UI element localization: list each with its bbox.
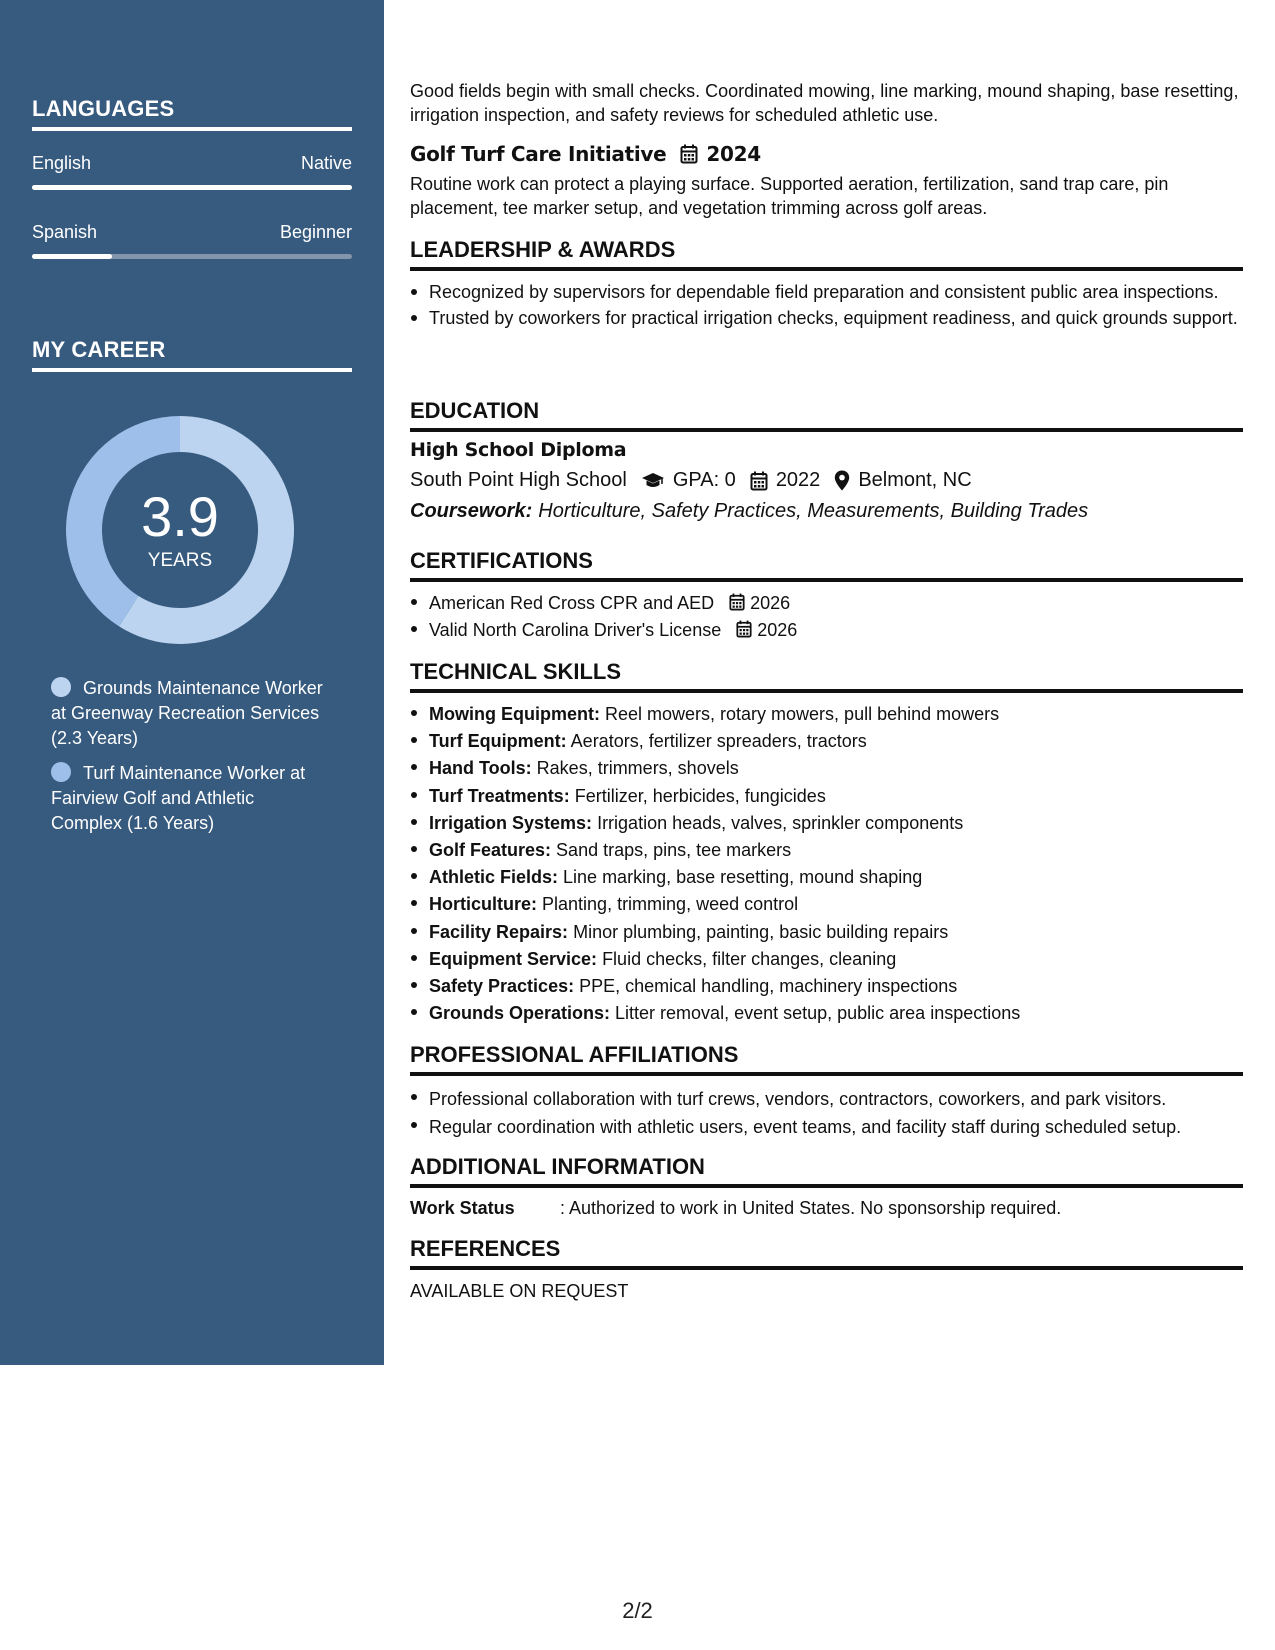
leadership-heading: LEADERSHIP & AWARDS xyxy=(410,237,1243,271)
list-item: Regular coordination with athletic users, event teams, and facility staff during scheduled setup. xyxy=(410,1113,1243,1141)
calendar-icon xyxy=(750,471,768,491)
list-item xyxy=(410,617,1243,644)
certification-year: 2026 xyxy=(750,593,791,613)
skill-value: Aerators, fertilizer spreaders, tractors xyxy=(570,731,867,752)
project-year: 2024 xyxy=(706,142,761,166)
skill-item xyxy=(410,837,1243,864)
skill-label: Hand Tools: xyxy=(429,758,532,779)
degree-title: High School Diploma xyxy=(410,439,627,461)
project-name: Golf Turf Care Initiative xyxy=(410,142,667,166)
skill-item xyxy=(410,946,1243,973)
career-total-value: 3.9 xyxy=(141,485,219,548)
graduation-cap-icon xyxy=(641,472,665,490)
language-row-spanish xyxy=(32,222,352,243)
calendar-icon xyxy=(736,620,752,638)
intro-paragraph: Good fields begin with small checks. Coordinated mowing, line marking, mound shaping, base resetting, irrigation inspection, and safety reviews for scheduled athletic use. xyxy=(410,81,1239,125)
skill-label: Turf Equipment: xyxy=(429,731,567,752)
skill-item xyxy=(410,864,1243,891)
career-donut-chart xyxy=(66,416,294,644)
language-bar-fill xyxy=(32,185,352,190)
skill-label: Equipment Service: xyxy=(429,948,598,969)
skill-label: Athletic Fields: xyxy=(429,867,559,888)
career-legend-item xyxy=(51,676,326,751)
skill-value: Planting, trimming, weed control xyxy=(542,894,799,915)
work-status-value: : Authorized to work in United States. No sponsorship required. xyxy=(560,1198,1062,1218)
skill-value: Rakes, trimmers, shovels xyxy=(536,758,739,779)
references-heading: REFERENCES xyxy=(410,1236,1243,1270)
language-level: Native xyxy=(300,153,352,173)
skill-item xyxy=(410,755,1243,782)
project-description: Routine work can protect a playing surface. Supported aeration, fertilization, sand trap care, pin placement, tee marker setup, and vegetation trimming across golf areas. xyxy=(410,174,1169,218)
skill-item xyxy=(410,1000,1243,1027)
school-name: South Point High School xyxy=(410,469,627,491)
education-details xyxy=(410,469,972,492)
school-location: Belmont, NC xyxy=(858,469,972,491)
skill-value: Minor plumbing, painting, basic building repairs xyxy=(573,921,949,942)
skill-label: Horticulture: xyxy=(429,894,537,915)
language-row-english xyxy=(32,153,352,174)
affiliations-list xyxy=(410,1085,1243,1141)
skill-item xyxy=(410,728,1243,755)
education-heading: EDUCATION xyxy=(410,398,1243,432)
language-name: Spanish xyxy=(32,222,98,242)
skill-item xyxy=(410,891,1243,918)
language-level: Beginner xyxy=(279,222,352,242)
gpa: GPA: 0 xyxy=(672,469,736,491)
graduation-year: 2022 xyxy=(775,469,821,491)
skill-label: Mowing Equipment: xyxy=(429,704,600,724)
skill-value: Reel mowers, rotary mowers, pull behind mowers xyxy=(605,704,1000,724)
skill-value: PPE, chemical handling, machinery inspections xyxy=(579,976,958,997)
skill-item xyxy=(410,919,1243,946)
skill-item xyxy=(410,783,1243,810)
skill-value: Line marking, base resetting, mound shaping xyxy=(563,867,923,888)
skill-value: Irrigation heads, valves, sprinkler components xyxy=(597,812,964,833)
language-name: English xyxy=(32,153,92,173)
skill-value: Litter removal, event setup, public area inspections xyxy=(615,1003,1021,1024)
list-item: Trusted by coworkers for practical irrigation checks, equipment readiness, and quick grounds support. xyxy=(410,306,1243,330)
skill-label: Grounds Operations: xyxy=(429,1003,611,1024)
skills-heading: TECHNICAL SKILLS xyxy=(410,659,1243,693)
career-legend-text: Turf Maintenance Worker at Fairview Golf and Athletic Complex (1.6 Years) xyxy=(51,763,306,833)
affiliations-heading: PROFESSIONAL AFFILIATIONS xyxy=(410,1042,1243,1076)
languages-heading: LANGUAGES xyxy=(32,96,352,131)
skill-label: Irrigation Systems: xyxy=(429,812,593,833)
language-bar-english xyxy=(32,185,352,190)
work-status-row xyxy=(410,1196,1243,1220)
certification-name: Valid North Carolina Driver's License xyxy=(429,620,722,640)
legend-dot-icon xyxy=(51,762,71,782)
skills-list xyxy=(410,701,1243,1027)
coursework-list: Horticulture, Safety Practices, Measurements, Building Trades xyxy=(538,500,1089,522)
language-bar-spanish xyxy=(32,254,352,259)
location-pin-icon xyxy=(834,470,850,491)
language-bar-fill xyxy=(32,254,112,259)
list-item xyxy=(410,590,1243,617)
skill-item xyxy=(410,701,1243,728)
project-title xyxy=(410,142,761,166)
certification-year: 2026 xyxy=(757,620,798,640)
additional-info-heading: ADDITIONAL INFORMATION xyxy=(410,1154,1243,1188)
skill-label: Golf Features: xyxy=(429,840,552,861)
skill-label: Safety Practices: xyxy=(429,976,575,997)
references-text: AVAILABLE ON REQUEST xyxy=(410,1281,629,1301)
list-item: Professional collaboration with turf crews, vendors, contractors, coworkers, and park visitors. xyxy=(410,1085,1243,1113)
skill-label: Turf Treatments: xyxy=(429,785,570,806)
leadership-list xyxy=(410,280,1243,330)
coursework-line xyxy=(410,500,1088,523)
skill-value: Fertilizer, herbicides, fungicides xyxy=(574,785,826,806)
career-total-unit: YEARS xyxy=(147,550,213,571)
skill-item xyxy=(410,973,1243,1000)
sidebar xyxy=(0,0,384,1365)
page-number: 2/2 xyxy=(622,1598,653,1623)
career-legend-item xyxy=(51,761,326,836)
legend-dot-icon xyxy=(51,677,71,697)
career-heading: MY CAREER xyxy=(32,337,352,372)
career-legend-text: Grounds Maintenance Worker at Greenway Recreation Services (2.3 Years) xyxy=(51,678,323,748)
certifications-heading: CERTIFICATIONS xyxy=(410,548,1243,582)
certifications-list xyxy=(410,590,1243,644)
list-item: Recognized by supervisors for dependable field preparation and consistent public area inspections. xyxy=(410,280,1243,304)
skill-value: Sand traps, pins, tee markers xyxy=(556,840,792,861)
calendar-icon xyxy=(729,593,745,611)
coursework-label: Coursework: xyxy=(410,500,533,522)
skill-value: Fluid checks, filter changes, cleaning xyxy=(602,948,897,969)
skill-label: Facility Repairs: xyxy=(429,921,569,942)
skill-item xyxy=(410,810,1243,837)
certification-name: American Red Cross CPR and AED xyxy=(429,593,715,613)
calendar-icon xyxy=(680,144,698,164)
work-status-label: Work Status xyxy=(410,1198,515,1218)
